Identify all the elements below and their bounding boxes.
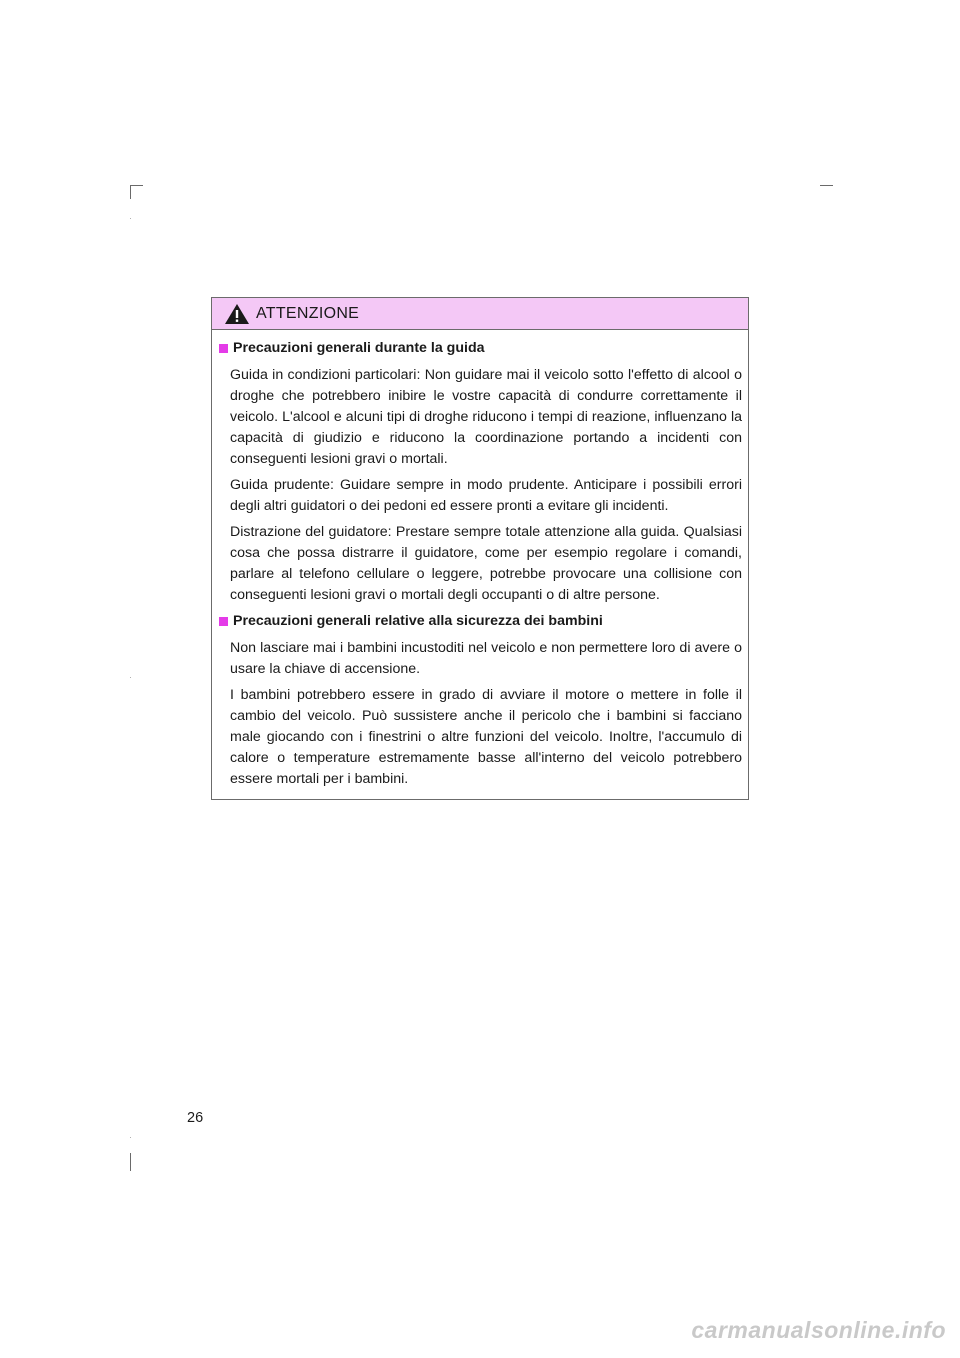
watermark: carmanualsonline.info: [691, 1317, 946, 1343]
warning-triangle-icon: [224, 303, 250, 325]
crop-mark-bottom-left: [130, 1153, 131, 1171]
registration-dot: [130, 677, 131, 678]
paragraph: Non lasciare mai i bambini incustoditi nel veicolo e non permettere loro di avere o usare la chiave di accensione.: [230, 640, 742, 677]
section-heading: [218, 338, 742, 359]
warning-header: [212, 298, 748, 330]
section-heading-text: Precauzioni generali durante la guida: [233, 340, 485, 356]
section-heading: [218, 611, 742, 632]
section-heading-text: Precauzioni generali relative alla sicurezza dei bambini: [233, 613, 603, 629]
registration-dot: [130, 218, 131, 219]
registration-dot: [130, 1137, 131, 1138]
paragraph: Guida in condizioni particolari: Non guidare mai il veicolo sotto l'effetto di alcool o droghe che potrebbero inibire le vostre capacità di condurre correttamente il veicolo. L'alcool e alcuni tipi di droghe riducono i tempi di reazione, influenzano la capacità di giudizio e riducono la coordinazione portando a incidenti con conseguenti lesioni gravi o mortali.: [230, 367, 742, 467]
paragraph: Guida prudente: Guidare sempre in modo prudente. Anticipare i possibili errori degli altri guidatori o dei pedoni ed essere pronti a evitare gli incidenti.: [230, 477, 742, 514]
paragraph: Distrazione del guidatore: Prestare sempre totale attenzione alla guida. Qualsiasi cosa che possa distrarre il guidatore, come per esempio regolare i comandi, parlare al telefono cellulare o leggere, potrebbe provocare una collisione con conseguenti lesioni gravi o mortali degli occupanti o di altre persone.: [230, 524, 742, 603]
crop-mark-top-left-vertical: [130, 185, 131, 199]
warning-body: [212, 330, 748, 790]
crop-mark-top-left-horizontal: [130, 185, 143, 186]
crop-mark-top-right: [820, 185, 833, 186]
square-bullet-icon: [219, 617, 228, 626]
paragraph: I bambini potrebbero essere in grado di avviare il motore o mettere in folle il cambio del veicolo. Può sussistere anche il pericolo che i bambini si facciano male giocando con i finestrini o altre funzioni del veicolo. Inoltre, l'accumulo di calore o temperature estremamente basse all'interno del veicolo potrebbero essere mortali per i bambini.: [230, 687, 742, 787]
square-bullet-icon: [219, 344, 228, 353]
warning-title: ATTENZIONE: [256, 304, 360, 322]
page-number: 26: [187, 1110, 204, 1126]
warning-box: [211, 297, 749, 800]
